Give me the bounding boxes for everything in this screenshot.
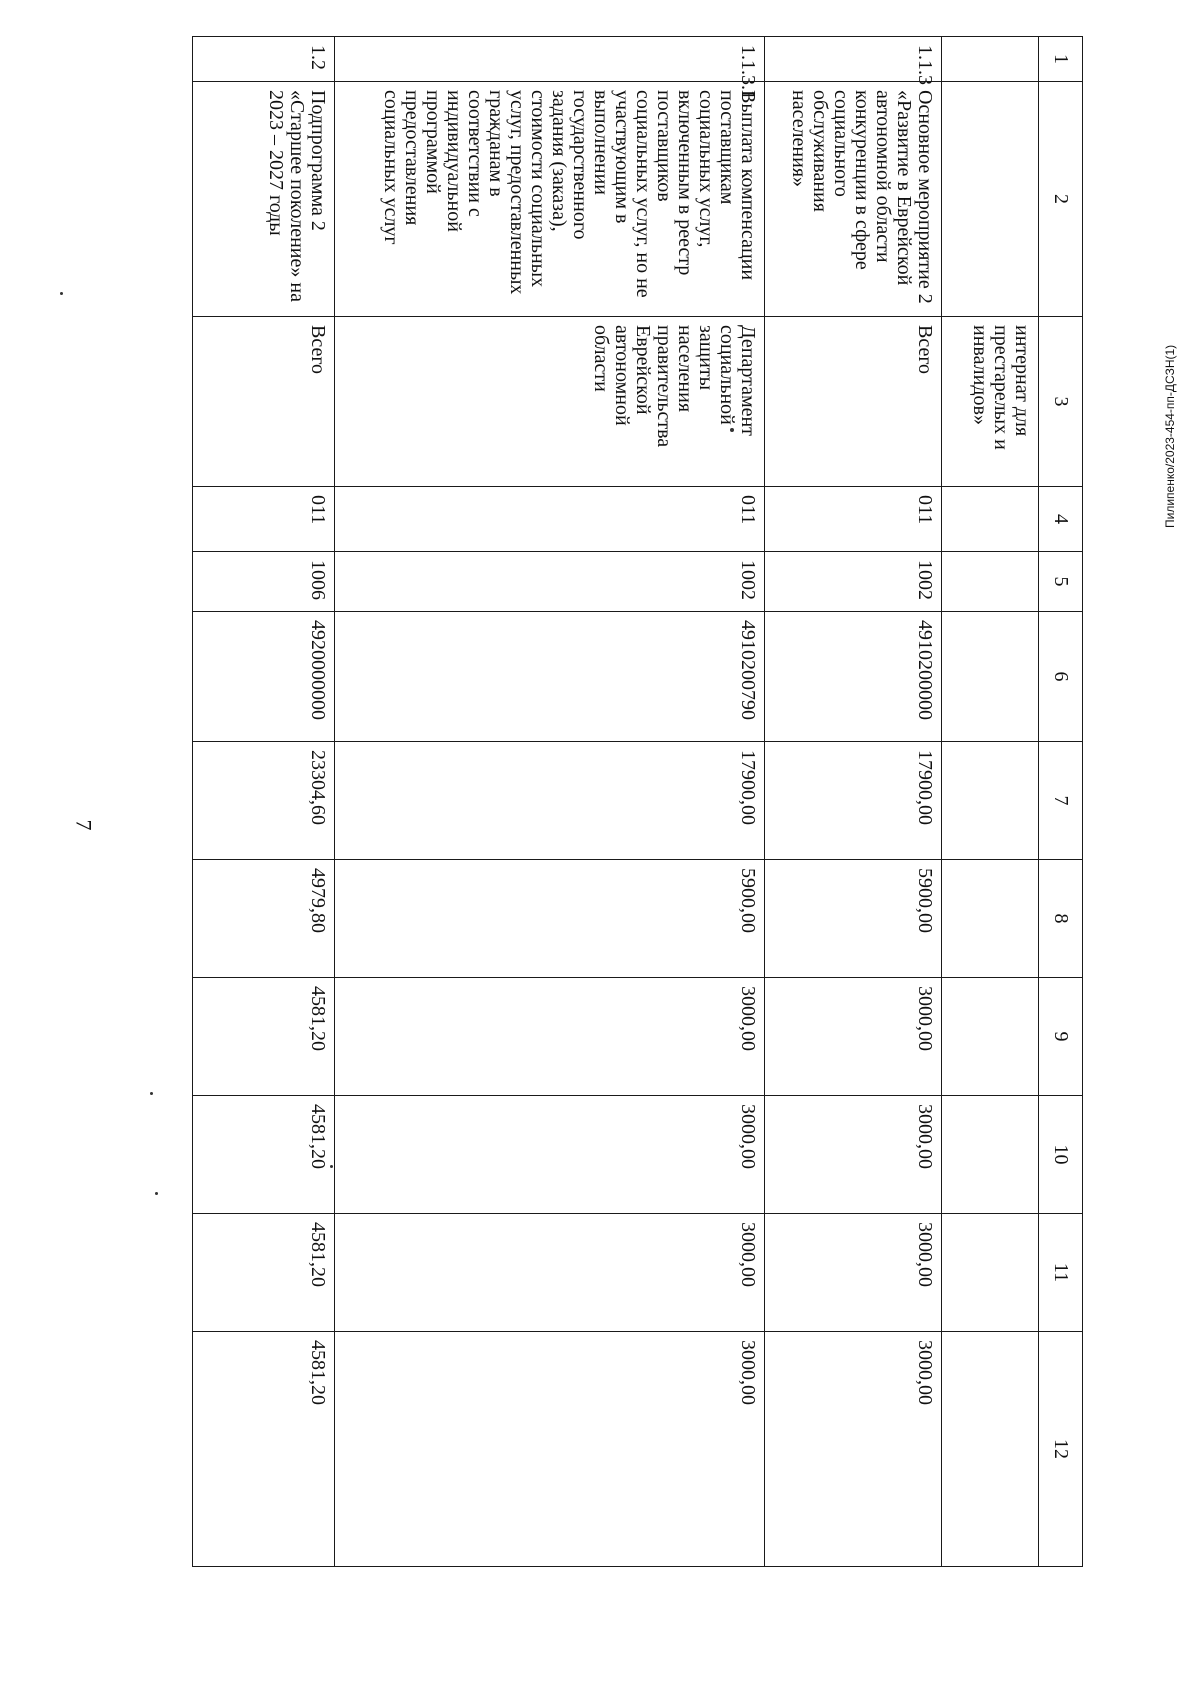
table-cell: 4581,20 [193,978,335,1096]
table-cell: 1.1.3.1 [335,37,765,82]
table-cell: 1.1.3 [765,37,942,82]
table-cell: 4581,20 [193,1096,335,1214]
table-cell: Подпрограмма 2 «Старшее поколение» на 2023 – 2027 годы [193,82,335,317]
table-cell: Выплата компенсации поставщикам социальных услуг, включенным в реестр поставщиков социальных услуг, но не участвующим в выполнении государственного задания (заказа), стоимости социальных услуг, предоставленных гражданам в соответствии с индивидуальной программой предоставления социальных услуг [335,82,765,317]
table-cell: 5900,00 [335,860,765,978]
table-cell: 4910200000 [765,612,942,742]
document-code: Пилипенко/2023-454-пп-ДСЗН(1) [1163,344,1177,528]
table-cell: Департамент социальной защиты населения правительства Еврейской автономной области [335,317,765,487]
budget-table [192,36,1083,1567]
page-number: 7 [71,819,97,831]
table-cell [942,487,1039,552]
table-cell: 4979,80 [193,860,335,978]
column-header: 4 [1039,487,1083,552]
table-cell [942,1332,1039,1567]
table-cell: 4920000000 [193,612,335,742]
table-cell: 3000,00 [765,1214,942,1332]
table-cell: 3000,00 [335,1332,765,1567]
table-row [942,37,1039,1567]
table-cell [942,1214,1039,1332]
table-cell [942,552,1039,612]
table-cell: 1006 [193,552,335,612]
table-cell: 3000,00 [765,978,942,1096]
column-header: 3 [1039,317,1083,487]
table-cell: 011 [765,487,942,552]
table-cell: 3000,00 [335,978,765,1096]
table-cell [942,742,1039,860]
table-cell: 011 [193,487,335,552]
budget-table-rotated [193,36,1083,1566]
column-header: 7 [1039,742,1083,860]
table-cell: 1.2 [193,37,335,82]
scan-speck [60,292,63,295]
column-header: 11 [1039,1214,1083,1332]
scan-speck [150,1092,153,1095]
column-header: 5 [1039,552,1083,612]
table-cell: 011 [335,487,765,552]
column-header: 6 [1039,612,1083,742]
column-header: 9 [1039,978,1083,1096]
column-header: 1 [1039,37,1083,82]
column-header: 2 [1039,82,1083,317]
table-row [193,37,335,1567]
column-header: 8 [1039,860,1083,978]
table-cell [942,978,1039,1096]
table-cell: Основное мероприятие 2 «Развитие в Еврейской автономной области конкуренции в сфере социального обслуживания населения» [765,82,942,317]
table-cell: 1002 [335,552,765,612]
table-cell [942,612,1039,742]
table-row [765,37,942,1567]
table-cell [942,37,1039,82]
table-cell: Всего [765,317,942,487]
table-cell: 5900,00 [765,860,942,978]
scan-speck [155,1192,158,1195]
column-header: 10 [1039,1096,1083,1214]
table-row [335,37,765,1567]
table-cell: 3000,00 [335,1096,765,1214]
table-cell: 23304,60 [193,742,335,860]
table-cell: 17900,00 [335,742,765,860]
table-cell: 4910200790 [335,612,765,742]
table-cell [942,1096,1039,1214]
column-header: 12 [1039,1332,1083,1567]
table-cell: 3000,00 [765,1332,942,1567]
table-cell: 1002 [765,552,942,612]
table-cell: 4581,20 [193,1214,335,1332]
table-cell: 3000,00 [765,1096,942,1214]
table-cell [942,860,1039,978]
table-cell: 17900,00 [765,742,942,860]
table-cell: 4581,20 [193,1332,335,1567]
table-cell: 3000,00 [335,1214,765,1332]
table-cell: Всего [193,317,335,487]
table-cell: интернат для престарелых и инвалидов» [942,317,1039,487]
table-cell [942,82,1039,317]
